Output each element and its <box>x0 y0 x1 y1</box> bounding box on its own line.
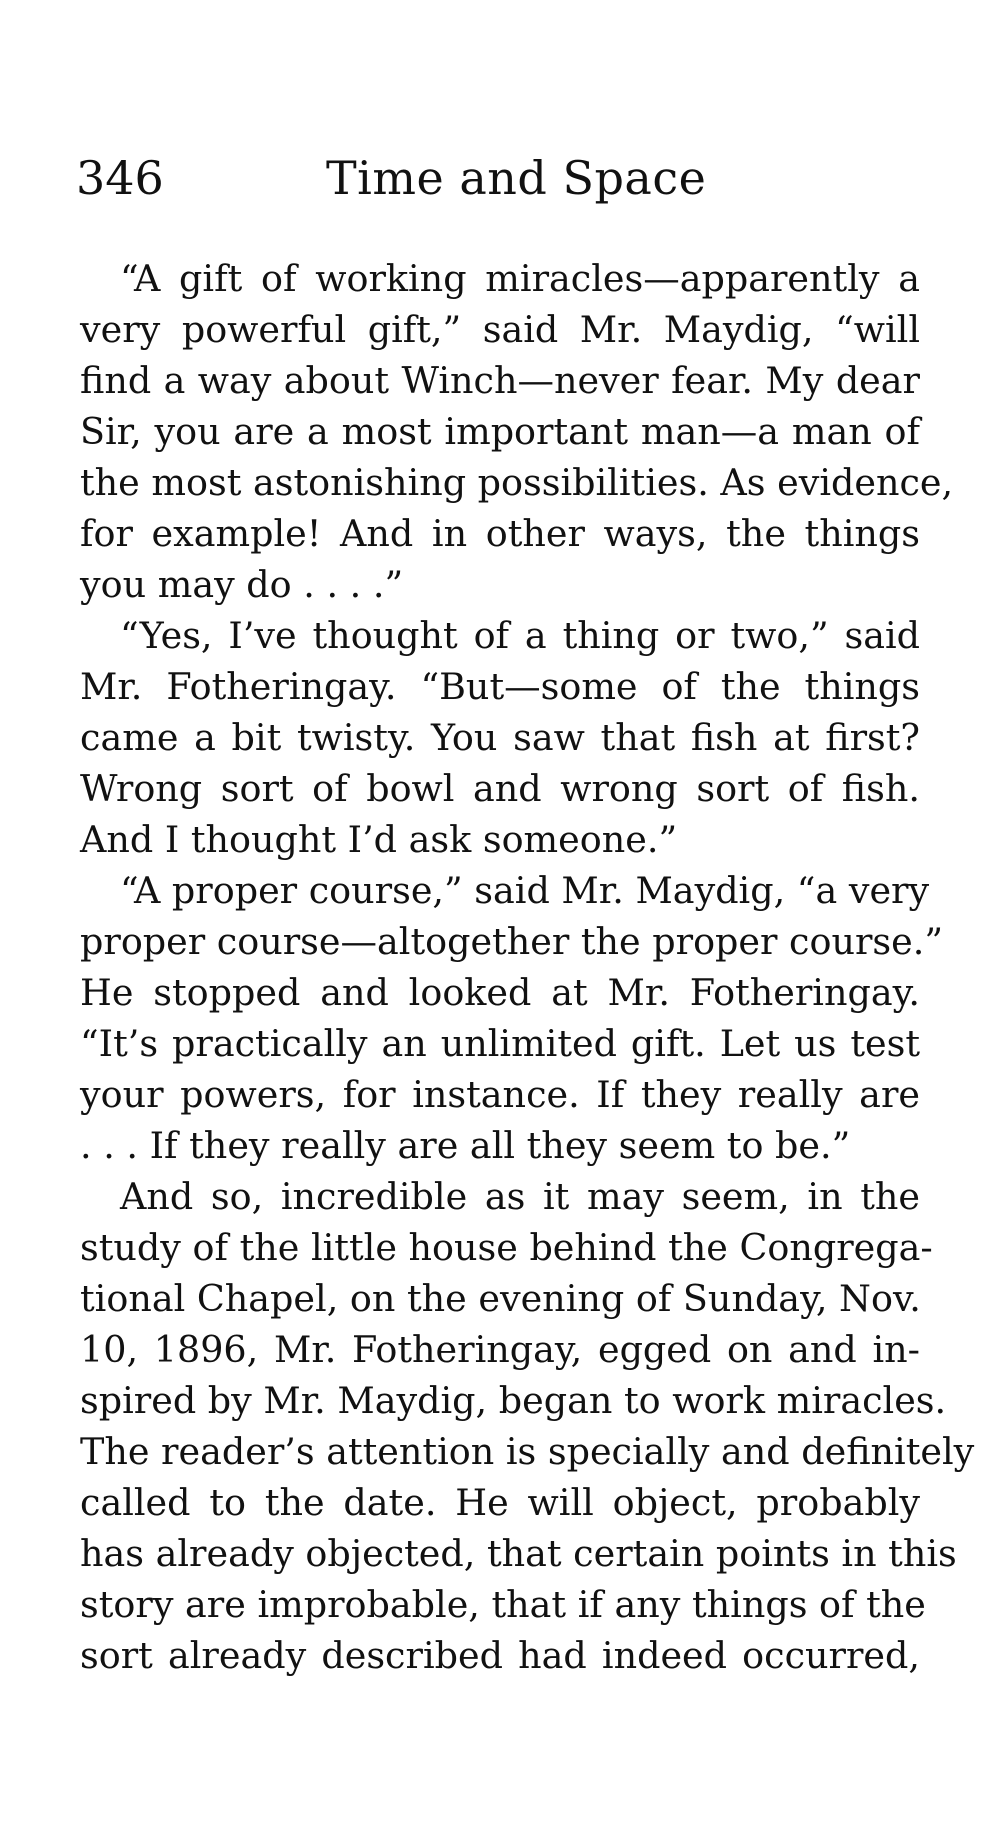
text-line: tional Chapel, on the evening of Sunday, Nov. <box>80 1277 921 1320</box>
running-title: Time and Space <box>326 151 707 205</box>
text-line: “Yes, I’ve thought of a thing or two,” said <box>120 614 920 657</box>
page-header <box>76 148 916 218</box>
text-line: came a bit twisty. You saw that fish at first? <box>80 716 920 759</box>
text-line: story are improbable, that if any things of the <box>80 1583 926 1626</box>
text-line: 10, 1896, Mr. Fotheringay, egged on and in- <box>80 1328 920 1371</box>
text-line: very powerful gift,” said Mr. Maydig, “will <box>80 308 920 351</box>
text-line: He stopped and looked at Mr. Fotheringay. <box>80 971 920 1014</box>
text-line: has already objected, that certain points in this <box>80 1532 957 1575</box>
paragraph <box>80 1171 975 1681</box>
text-line: called to the date. He will object, probably <box>80 1481 920 1524</box>
text-line: for example! And in other ways, the things <box>80 512 920 555</box>
text-line: sort already described had indeed occurred, <box>80 1634 920 1677</box>
text-line: spired by Mr. Maydig, began to work miracles. <box>80 1379 947 1422</box>
text-line: The reader’s attention is specially and definitely <box>80 1430 975 1473</box>
paragraph <box>80 865 944 1171</box>
text-line: study of the little house behind the Congrega- <box>80 1226 933 1269</box>
text-line: you may do . . . .” <box>80 563 404 606</box>
text-line: Wrong sort of bowl and wrong sort of fish. <box>80 767 920 810</box>
page-number: 346 <box>76 151 164 205</box>
text-line: . . . If they really are all they seem to be.” <box>80 1124 851 1167</box>
text-line: And so, incredible as it may seem, in the <box>120 1175 920 1218</box>
text-line: find a way about Winch—never fear. My dear <box>80 359 920 402</box>
text-line: And I thought I’d ask someone.” <box>80 818 678 861</box>
body-text <box>80 253 975 1681</box>
text-line: the most astonishing possibilities. As evidence, <box>80 461 954 504</box>
paragraph <box>80 253 954 610</box>
text-line: Sir, you are a most important man—a man of <box>80 410 920 453</box>
text-line: your powers, for instance. If they really are <box>80 1073 920 1116</box>
text-line: “It’s practically an unlimited gift. Let us test <box>80 1022 920 1065</box>
text-line: “A proper course,” said Mr. Maydig, “a very <box>120 869 930 912</box>
paragraph <box>80 610 920 865</box>
text-line: Mr. Fotheringay. “But—some of the things <box>80 665 920 708</box>
text-line: proper course—altogether the proper course.” <box>80 920 944 963</box>
text-line: “A gift of working miracles—apparently a <box>120 257 920 300</box>
